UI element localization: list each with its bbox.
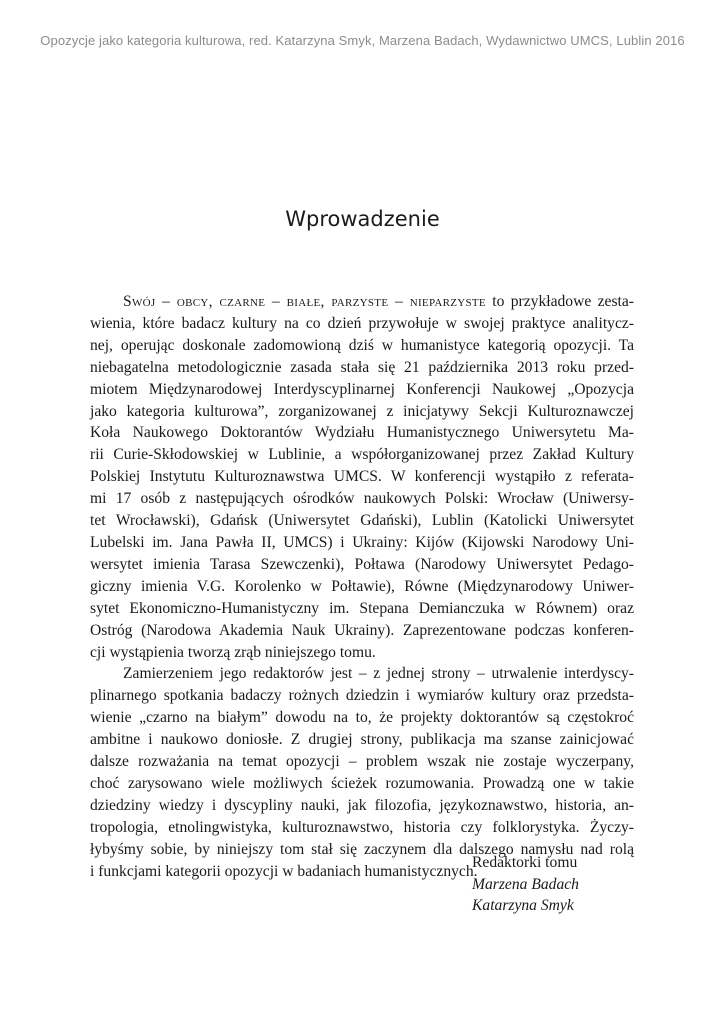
paragraph-line: mi 17 osób z następujących ośrodków naukowych Polski: Wrocław (Uniwersy- <box>90 490 634 508</box>
paragraph-line: jako kategoria kulturowa”, zorganizowanej z inicjatywy Sekcji Kulturoznawczej <box>90 402 634 420</box>
paragraph-line-text: to przykładowe zesta- <box>485 293 634 310</box>
page-title: Wprowadzenie <box>285 207 440 231</box>
paragraph-line: Ostróg (Narodowa Akademia Nauk Ukrainy). Zaprezentowane podczas konferen- <box>90 621 634 639</box>
paragraph-line: plinarnego spotkania badaczy rożnych dziedzin i wymiarów kultury oraz przedsta- <box>90 687 634 705</box>
source-note: Opozycje jako kategoria kulturowa, red. Katarzyna Smyk, Marzena Badach, Wydawnictwo UMCS, Lublin 2016 <box>40 33 685 48</box>
signature-name: Marzena Badach <box>472 875 579 893</box>
paragraph-line: tet Wrocławski), Gdańsk (Uniwersytet Gdański), Lublin (Katolicki Uniwersytet <box>90 512 634 530</box>
paragraph-line: ambitne i naukowo doniosłe. Z drugiej strony, publikacja ma szanse zainicjować <box>90 731 634 749</box>
paragraph-line: cji wystąpienia tworzą zrąb niniejszego tomu. <box>90 643 376 661</box>
paragraph-line: wienia, które badacz kultury na co dzień przywołuje w swojej praktyce analitycz- <box>90 314 634 332</box>
paragraph-line: wienie „czarno na białym” dowodu na to, że projekty doktorantów są częstokroć <box>90 709 634 727</box>
paragraph-line: niebagatelna metodologicznie zasada stała się 21 października 2013 roku przed- <box>90 358 634 376</box>
smallcaps-opening: Swój – obcy, czarne – białe, parzyste – nieparzyste <box>123 293 486 310</box>
paragraph-line: nej, operując doskonale zadomowioną dziś w humanistyce kategorią opozycji. Ta <box>90 336 634 354</box>
paragraph-line: sytet Ekonomiczno-Humanistyczny im. Stepana Demianczuka w Równem) oraz <box>90 599 634 617</box>
paragraph-line: dziedziny wiedzy i dyscypliny nauki, jak filozofia, językoznawstwo, historia, an- <box>90 796 634 814</box>
paragraph-line: rii Curie-Skłodowskiej w Lublinie, a współorganizowanej przez Zakład Kultury <box>90 446 634 464</box>
paragraph-line: Koła Naukowego Doktorantów Wydziału Humanistycznego Uniwersytetu Ma- <box>90 424 634 442</box>
paragraph-line: wersytet imienia Tarasa Szewczenki), Połtawa (Narodowy Uniwersytet Pedago- <box>90 555 634 573</box>
signature-block <box>472 852 579 917</box>
introduction-text <box>90 291 634 882</box>
paragraph-line: choć zarysowano wiele możliwych ścieżek rozumowania. Prowadzą one w takie <box>90 774 634 792</box>
paragraph-line <box>90 291 634 313</box>
signature-name: Katarzyna Smyk <box>472 897 574 914</box>
paragraph-line: Zamierzeniem jego redaktorów jest – z jednej strony – utrwalenie interdyscy- <box>123 665 634 683</box>
paragraph-line: tropologia, etnolingwistyka, kulturoznawstwo, historia czy folklorystyka. Życzy- <box>90 818 634 836</box>
paragraph-line: dalsze rozważania na temat opozycji – problem wszak nie zostaje wyczerpany, <box>90 753 634 771</box>
signature-role: Redaktorki tomu <box>472 854 578 871</box>
paragraph-line: Polskiej Instytutu Kulturoznawstwa UMCS. W konferencji wystąpiło z referata- <box>90 468 634 486</box>
paragraph-line: łybyśmy sobie, by niniejszy tom stał się zaczynem dla dalszego namysłu nad rolą <box>90 840 634 858</box>
paragraph-line: Lubelski im. Jana Pawła II, UMCS) i Ukrainy: Kijów (Kijowski Narodowy Uni- <box>90 533 634 551</box>
paragraph-line: miotem Międzynarodowej Interdyscyplinarnej Konferencji Naukowej „Opozycja <box>90 380 634 398</box>
paragraph-line: i funkcjami kategorii opozycji w badaniach humanistycznych. <box>90 862 478 880</box>
paragraph-line: giczny imienia V.G. Korolenko w Połtawie), Równe (Międzynarodowy Uniwer- <box>90 577 634 595</box>
